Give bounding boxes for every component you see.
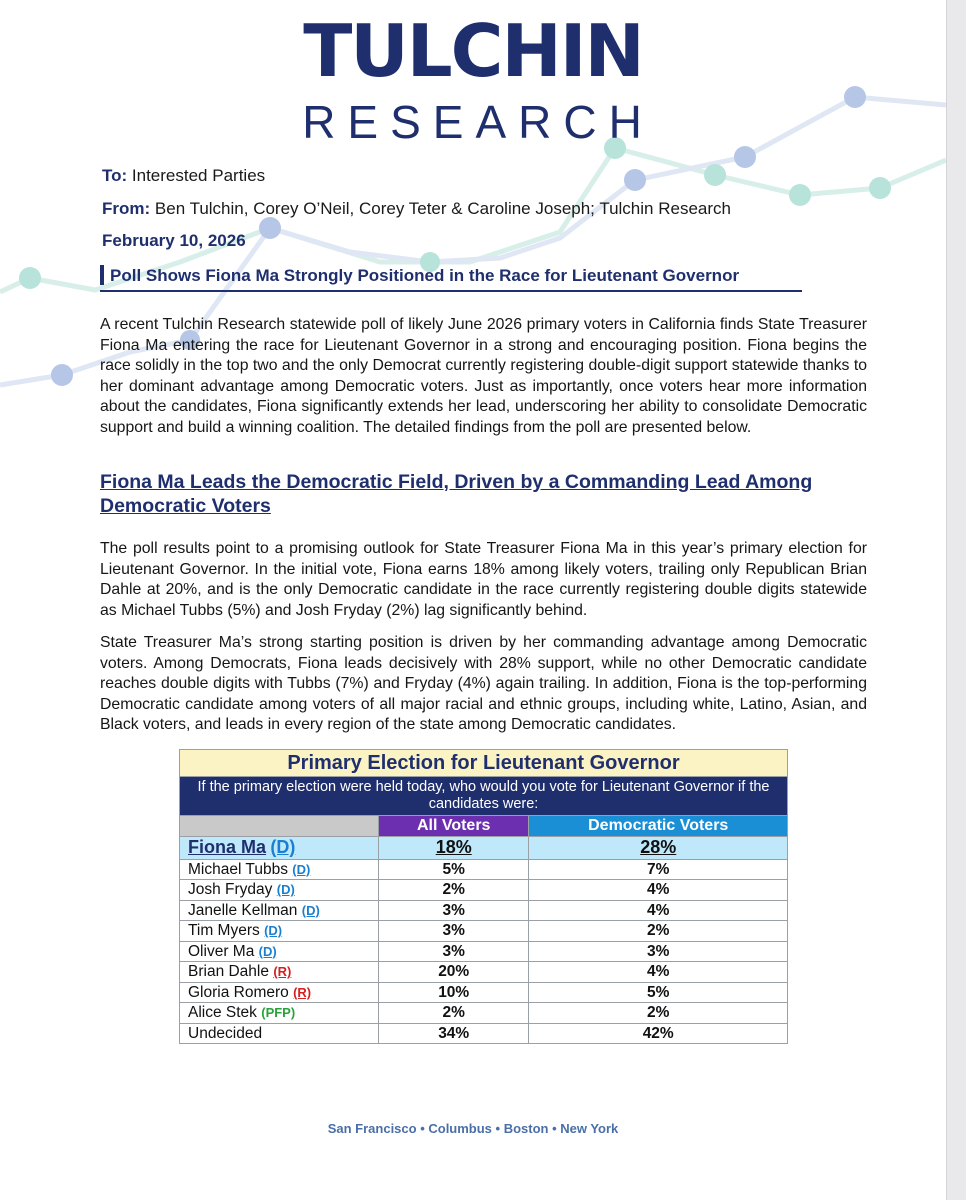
lead-candidate-party: (D): [270, 836, 296, 857]
all-voters-value: 34%: [379, 1023, 529, 1044]
democratic-voters-value: 2%: [529, 921, 788, 942]
candidate-name: Josh Fryday: [188, 881, 273, 899]
all-voters-value: 3%: [379, 921, 529, 942]
subject-accent-bar: [100, 265, 104, 285]
candidate-name: Oliver Ma: [188, 942, 255, 960]
table-header-blank: [180, 816, 379, 837]
democratic-voters-value: 4%: [529, 900, 788, 921]
logo-wordmark-bottom: RESEARCH: [302, 96, 654, 148]
democratic-voters-value: 5%: [529, 982, 788, 1003]
candidate-name: Undecided: [188, 1024, 263, 1042]
table-row: [180, 900, 788, 921]
column-header-all-voters: All Voters: [379, 816, 529, 837]
party-label: (R): [293, 984, 312, 1000]
party-label: (D): [292, 861, 311, 877]
party-label: (D): [301, 902, 320, 918]
from-value: Ben Tulchin, Corey O’Neil, Corey Teter & Caroline Joseph; Tulchin Research: [154, 199, 731, 218]
candidate-name: Alice Stek: [188, 1004, 257, 1022]
from-label: From:: [102, 199, 151, 218]
table-row: [180, 982, 788, 1003]
candidate-name: Tim Myers: [188, 922, 260, 940]
table-row: [180, 921, 788, 942]
all-voters-value: 3%: [379, 941, 529, 962]
poll-results-table: [179, 749, 788, 1044]
table-question: If the primary election were held today, who would you vote for Lieutenant Governor if the candidates were:: [180, 777, 788, 816]
intro-paragraph: A recent Tulchin Research statewide poll of likely June 2026 primary voters in California finds State Treasurer Fiona Ma entering the race for Lieutenant Governor in a strong and encouraging position. Fiona begins the race solidly in the top two and the only Democrat currently registering double-digit support statewide thanks to her dominant advantage among Democratic voters. Just as importantly, once voters hear more information about the candidates, Fiona significantly extends her lead, underscoring her ability to consolidate Democratic support and build a winning coalition. The detailed findings from the poll are presented below.: [100, 316, 867, 436]
section-heading: Fiona Ma Leads the Democratic Field, Driven by a Commanding Lead Among Democratic Voters: [100, 471, 813, 517]
party-label: (D): [276, 882, 295, 898]
democratic-voters-value: 42%: [529, 1023, 788, 1044]
table-title: Primary Election for Lieutenant Governor: [180, 750, 788, 777]
lead-candidate-name: Fiona Ma: [188, 836, 267, 857]
table-row: [180, 941, 788, 962]
memo-date: February 10, 2026: [102, 231, 246, 250]
memo-to-line: [102, 165, 265, 187]
democratic-voters-value: 3%: [529, 941, 788, 962]
table-row-lead: [180, 836, 788, 859]
candidate-name: Janelle Kellman: [188, 901, 298, 919]
lead-all-voters-value: 18%: [379, 836, 529, 859]
party-label: (D): [264, 923, 283, 939]
footer-offices: San Francisco • Columbus • Boston • New York: [327, 1121, 619, 1136]
to-label: To:: [102, 166, 128, 185]
all-voters-value: 10%: [379, 982, 529, 1003]
table-row: [180, 859, 788, 880]
democratic-voters-value: 2%: [529, 1003, 788, 1024]
table-row: [180, 1003, 788, 1024]
party-label: (PFP): [261, 1005, 296, 1021]
table-row: [180, 880, 788, 901]
lead-candidate-cell: [180, 836, 379, 859]
democratic-voters-value: 4%: [529, 880, 788, 901]
all-voters-value: 5%: [379, 859, 529, 880]
logo-wordmark-top: TULCHIN: [303, 9, 643, 93]
subject-text: Poll Shows Fiona Ma Strongly Positioned in the Race for Lieutenant Governor: [110, 266, 740, 285]
party-label: (D): [258, 943, 277, 959]
table-row: [180, 962, 788, 983]
memo-from-line: [102, 198, 731, 220]
candidate-name: Brian Dahle: [188, 963, 269, 981]
all-voters-value: 2%: [379, 880, 529, 901]
all-voters-value: 3%: [379, 900, 529, 921]
column-header-democratic-voters: Democratic Voters: [529, 816, 788, 837]
body-paragraph-2: State Treasurer Ma’s strong starting position is driven by her commanding advantage among Democratic voters. Among Democrats, Fiona leads decisively with 28% support, while no other Democratic candidate reaches double digits with Tubbs (7%) and Fryday (4%) again trailing. In addition, Fiona is the top-performing Democratic candidate among voters of all major racial and ethnic groups, including white, Latino, Asian, and Black voters, and leads in every region of the state among Democratic candidates.: [100, 634, 867, 733]
body-paragraph-1: The poll results point to a promising outlook for State Treasurer Fiona Ma in this year’s primary election for Lieutenant Governor. In the initial vote, Fiona earns 18% among likely voters, trailing only Republican Brian Dahle at 20%, and is the only Democratic candidate in the race currently registering double digits statewide as Michael Tubbs (5%) and Josh Fryday (2%) lag significantly behind.: [100, 540, 867, 619]
candidate-name: Michael Tubbs: [188, 860, 288, 878]
candidate-name: Gloria Romero: [188, 983, 289, 1001]
to-value: Interested Parties: [131, 166, 266, 185]
democratic-voters-value: 7%: [529, 859, 788, 880]
memo-subject: [100, 262, 802, 292]
all-voters-value: 2%: [379, 1003, 529, 1024]
democratic-voters-value: 4%: [529, 962, 788, 983]
all-voters-value: 20%: [379, 962, 529, 983]
table-row: [180, 1023, 788, 1044]
party-label: (R): [273, 964, 292, 980]
lead-democratic-voters-value: 28%: [529, 836, 788, 859]
